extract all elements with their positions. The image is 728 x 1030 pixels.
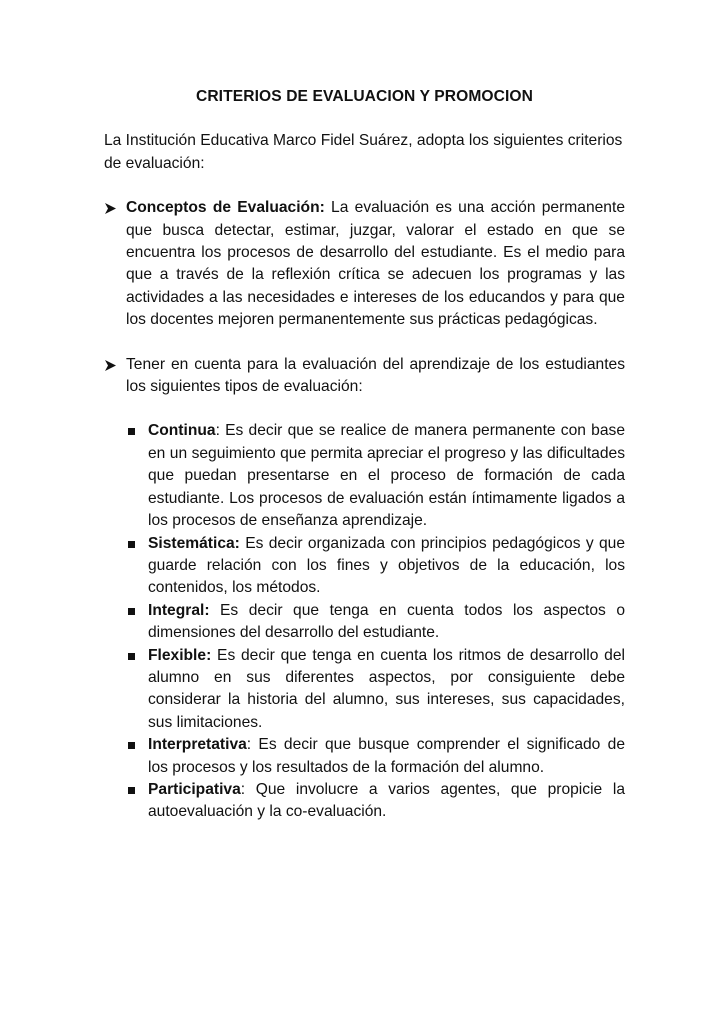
square-bullet-icon bbox=[128, 428, 135, 435]
document-title: CRITERIOS DE EVALUACION Y PROMOCION bbox=[195, 88, 534, 105]
evaluation-type-text: : Que involucre a varios agentes, que propicie la autoevaluación y la co-evaluación. bbox=[148, 780, 625, 821]
evaluation-type-term: Continua bbox=[148, 422, 216, 440]
evaluation-types-intro-text: Tener en cuenta para la evaluación del aprendizaje de los estudiantes los siguientes tipos de evaluación: bbox=[126, 355, 625, 396]
evaluation-type-continua bbox=[104, 420, 625, 532]
square-bullet-icon bbox=[128, 608, 135, 615]
evaluation-type-interpretativa bbox=[104, 734, 625, 779]
evaluation-types-list bbox=[104, 420, 625, 823]
evaluation-type-text: Es decir que tenga en cuenta todos los aspectos o dimensiones del desarrollo del estudiante. bbox=[148, 601, 625, 642]
evaluation-types-intro-item bbox=[104, 354, 625, 399]
square-bullet-icon bbox=[128, 541, 135, 548]
evaluation-type-text: : Es decir que busque comprender el significado de los procesos y los resultados de la formación del alumno. bbox=[148, 736, 625, 776]
concepts-evaluation-term: Conceptos de Evaluación: bbox=[126, 199, 325, 217]
evaluation-type-text: Es decir que tenga en cuenta los ritmos de desarrollo del alumno en sus diferentes aspectos, por consiguiente debe considerar la historia del alumno, sus intereses, sus capacidades, sus limitaciones. bbox=[148, 646, 625, 731]
evaluation-type-term: Interpretativa bbox=[148, 736, 247, 754]
evaluation-type-sistematica bbox=[104, 533, 625, 600]
concepts-evaluation-item bbox=[104, 197, 625, 331]
evaluation-type-participativa bbox=[104, 779, 625, 824]
evaluation-type-term: Integral: bbox=[148, 601, 210, 619]
document-content bbox=[104, 86, 625, 824]
evaluation-type-term: Sistemática: bbox=[148, 534, 240, 552]
arrow-bullet-icon bbox=[104, 359, 117, 372]
evaluation-type-integral bbox=[104, 600, 625, 645]
square-bullet-icon bbox=[128, 653, 135, 660]
intro-paragraph: La Institución Educativa Marco Fidel Suárez, adopta los siguientes criterios de evaluación: bbox=[104, 132, 623, 172]
evaluation-type-term: Flexible: bbox=[148, 646, 212, 664]
evaluation-type-text: : Es decir que se realice de manera permanente con base en un seguimiento que permita apreciar el progreso y las dificultades que puedan presentarse en el proceso de formación de cada estudiante. Los procesos de evaluación están íntimamente ligados a los procesos de enseñanza aprendizaje. bbox=[148, 422, 625, 530]
concepts-evaluation-text: La evaluación es una acción permanente que busca detectar, estimar, juzgar, valorar el estado en que se encuentra los procesos de desarrollo del estudiante. Es el medio para que a través de la reflexión crítica se adecuen los programas y las actividades a las necesidades e intereses de los educandos y para que los docentes mejoren permanentemente sus prácticas pedagógicas. bbox=[126, 199, 625, 329]
square-bullet-icon bbox=[128, 742, 135, 749]
evaluation-type-flexible bbox=[104, 645, 625, 735]
arrow-bullet-icon bbox=[104, 202, 117, 215]
evaluation-type-term: Participativa bbox=[148, 780, 241, 798]
evaluation-type-text: Es decir organizada con principios pedagógicos y que guarde relación con los fines y objetivos de la educación, los contenidos, los métodos. bbox=[148, 534, 625, 597]
square-bullet-icon bbox=[128, 787, 135, 794]
